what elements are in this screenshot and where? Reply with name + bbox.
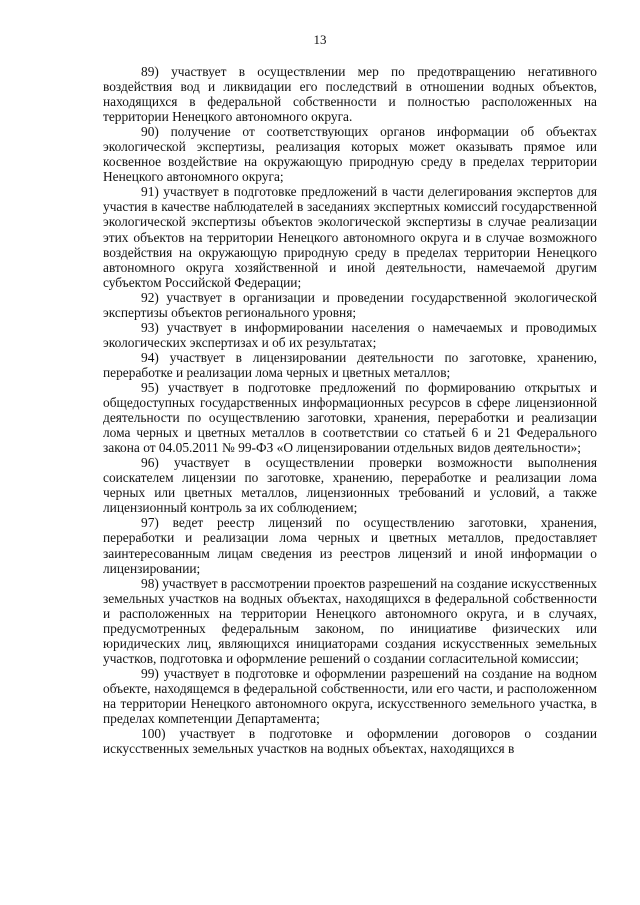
paragraph-89: 89) участвует в осуществлении мер по предотвращению негативного воздействия вод и ликвидации его последствий в отношении водных объектов, находящихся в федеральной собственности и полностью расположенных на территории Ненецкого автономного округа.	[103, 64, 597, 125]
paragraph-100: 100) участвует в подготовке и оформлении договоров о создании искусственных земельных участков на водных объектах, находящихся в	[103, 726, 597, 757]
paragraph-91: 91) участвует в подготовке предложений в части делегирования экспертов для участия в качестве наблюдателей в заседаниях экспертных комиссий государственной экологической экспертизы объектов экологической экспертизы в случае реализации этих объектов на территории Ненецкого автономного округа и в случае возможного воздействия на окружающую природную среду в пределах территории Ненецкого автономного округа хозяйственной и иной деятельности, намечаемой другим субъектом Российской Федерации;	[103, 184, 597, 290]
paragraph-98: 98) участвует в рассмотрении проектов разрешений на создание искусственных земельных участков на водных объектах, находящихся в федеральной собственности и расположенных на территории Ненецкого автономного округа, и в случаях, предусмотренных федеральным законом, по инициативе физических или юридических лиц, являющихся инициаторами создания искусственных земельных участков, подготовка и оформление решений о создании согласительной комиссии;	[103, 575, 597, 666]
paragraph-93: 93) участвует в информировании населения о намечаемых и проводимых экологических экспертизах и об их результатах;	[103, 319, 597, 350]
document-body	[103, 64, 597, 756]
paragraph-90: 90) получение от соответствующих органов информации об объектах экологической экспертизы, реализация которых может оказывать прямое или косвенное воздействие на окружающую природную среду в пределах территории Ненецкого автономного округа;	[103, 124, 597, 185]
page-number: 13	[313, 32, 327, 47]
paragraph-99: 99) участвует в подготовке и оформлении разрешений на создание на водном объекте, находящемся в федеральной собственности, или его части, и расположенном на территории Ненецкого автономного округа, искусственного земельного участка, в пределах компетенции Департамента;	[103, 665, 597, 727]
paragraph-94: 94) участвует в лицензировании деятельности по заготовке, хранению, переработке и реализации лома черных и цветных металлов;	[103, 349, 597, 380]
paragraph-97: 97) ведет реестр лицензий по осуществлению заготовки, хранения, переработки и реализации лома черных и цветных металлов, предоставляет заинтересованным лицам сведения из реестров лицензий и иной информации о лицензировании;	[103, 515, 597, 576]
paragraph-96: 96) участвует в осуществлении проверки возможности выполнения соискателем лицензии по заготовке, хранению, переработке и реализации лома черных или цветных металлов, лицензионных требований и условий, а также лицензионный контроль за их соблюдением;	[103, 455, 597, 516]
paragraph-92: 92) участвует в организации и проведении государственной экологической экспертизы объектов регионального уровня;	[103, 289, 597, 320]
paragraph-95: 95) участвует в подготовке предложений по формированию открытых и общедоступных государственных информационных ресурсов в сфере лицензионной деятельности по осуществлению заготовки, хранения, переработки и реализации лома черных и цветных металлов в соответствии со статьей 6 и 21 Федерального закона от 04.05.2011 № 99-ФЗ «О лицензировании отдельных видов деятельности»;	[103, 379, 597, 456]
